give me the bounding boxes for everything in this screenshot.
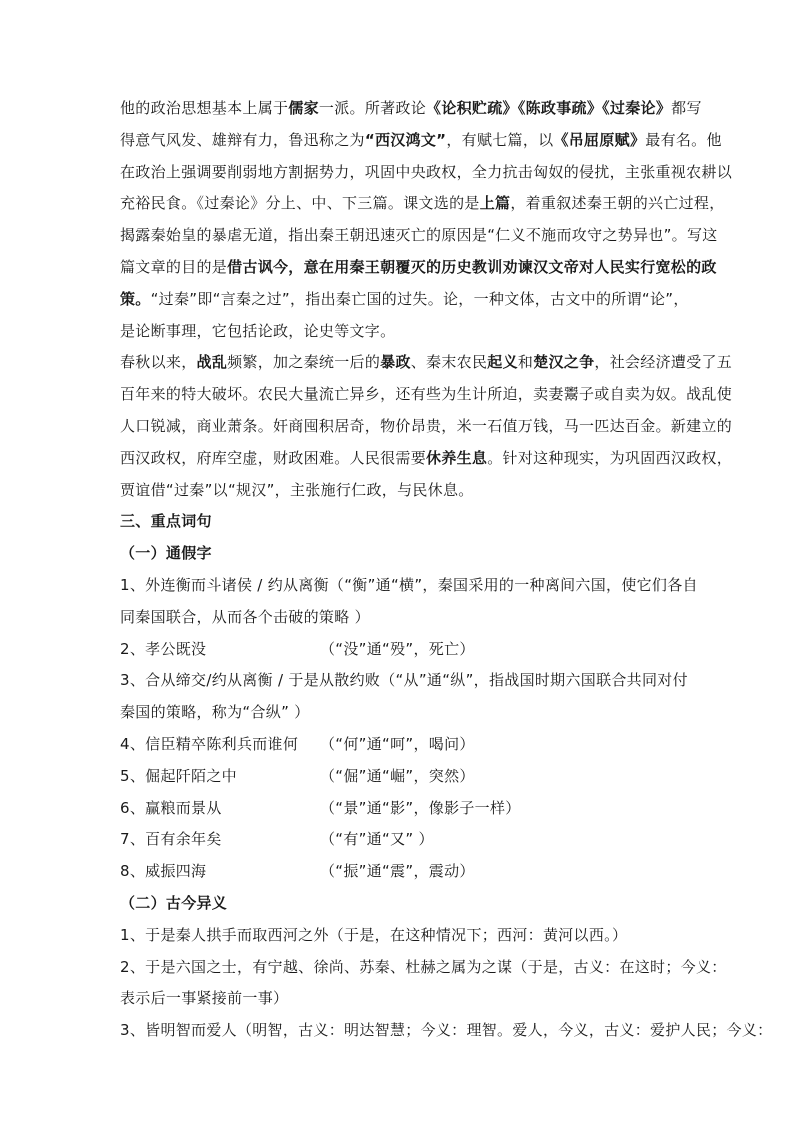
tongjia-item [120,766,680,786]
tongjia-phrase: 6、赢粮而景从 [120,799,222,817]
paragraph-author-line [120,130,722,150]
paragraph-background-line [120,384,732,404]
tongjia-phrase: 2、孝公既没 [120,640,207,658]
subsection-heading-tongjiazi: （一）通假字 [120,544,212,562]
gujin-item-line: 1、于是秦人拱手而取西河之外（于是，在这种情况下；西河：黄河以西。） [120,926,628,944]
text-run: 篇文章的目的是 [120,258,228,276]
tongjia-item-line: 1、外连衡而斗诸侯 / 约从离衡（“衡”通“横”，秦国采用的一种离间六国，使它们各自 [120,576,698,594]
paragraph-author-line [120,321,395,341]
subsection-heading-gujin: （二）古今异义 [120,894,228,912]
text-run: ，有赋七篇，以 [446,131,554,149]
tongjia-item [120,829,680,849]
tongjia-note: （“振”通“震”，震动） [320,862,475,880]
section-heading: 三、重点词句 [120,512,212,530]
tongjia-item [120,734,680,754]
paragraph-background-line [120,448,732,468]
paragraph-author-line [120,162,732,182]
paragraph-background-line [120,480,474,500]
bold-emphasis: 《吊屈原赋》 [553,131,646,149]
text-run: 得意气风发、雄辩有力，鲁迅称之为 [120,131,365,149]
bold-emphasis: 起义 [487,353,518,371]
text-run: 揭露秦始皇的暴虐无道，指出秦王朝迅速灭亡的原因是“仁义不施而攻守之势异也”。写这 [120,226,718,244]
text-run: 春秋以来， [120,353,197,371]
tongjia-item-line: 秦国的策略，称为“合纵” ） [120,703,310,721]
tongjia-phrase: 5、倔起阡陌之中 [120,767,237,785]
text-run: 人口锐减，商业萧条。奸商囤积居奇，物价昂贵，米一石值万钱，马一匹达百金。新建立的 [120,417,733,435]
gujin-item-line: 3、皆明智而爱人（明智，古义：明达智慧；今义：理智。爱人，今义，古义：爱护人民；今义： [120,1021,773,1039]
bold-emphasis: 《论积贮疏》《陈政事疏》《过秦论》 [426,99,672,117]
tongjia-item [120,798,680,818]
tongjia-note: （“何”通“呵”，喝问） [320,735,475,753]
text-run: 一派。所著政论 [318,99,427,117]
bold-emphasis: 儒家 [288,99,319,117]
tongjia-note: （“倔”通“崛”，突然） [320,767,475,785]
text-run: 百年来的特大破坏。农民大量流亡异乡，还有些为生计所迫，卖妻鬻子或自卖为奴。战乱使 [120,385,733,403]
paragraph-author-line [120,289,689,309]
tongjia-item-line: 同秦国联合，从而各个击破的策略 ） [120,608,370,626]
text-run: 西汉政权，府库空虚，财政困难。人民很需要 [120,449,427,467]
paragraph-background-line [120,352,732,372]
text-run: 都写 [671,99,702,117]
text-run: 。针对这种现实，为巩固西汉政权， [487,449,733,467]
text-run: 他的政治思想基本上属于 [120,99,289,117]
gujin-item-line: 2、于是六国之士，有宁越、徐尚、苏秦、杜赫之属为之谋（于是，古义：在这时；今义： [120,958,727,976]
text-run: “过秦”即“言秦之过”，指出秦亡国的过失。论，一种文体，古文中的所谓“论”， [150,290,689,308]
text-run: 最有名。他 [645,131,722,149]
bold-emphasis: 借古讽今，意在用秦王朝覆灭的历史教训劝谏汉文帝对人民实行宽松的政 [227,258,717,276]
paragraph-author-line [120,98,702,118]
text-run: 、秦末农民 [410,353,488,371]
tongjia-item-line: 3、合从缔交/约从离衡 / 于是从散约败（“从”通“纵”，指战国时期六国联合共同对付 [120,671,688,689]
tongjia-note: （“没”通“殁”，死亡） [320,640,475,658]
tongjia-phrase: 4、信臣精卒陈利兵而谁何 [120,735,299,753]
bold-emphasis: 休养生息 [426,449,488,467]
tongjia-item [120,861,680,881]
text-run: 和 [517,353,534,371]
text-run: 贾谊借“过秦”以“规汉”，主张施行仁政，与民休息。 [120,481,474,499]
text-run: ，社会经济遭受了五 [594,353,733,371]
bold-emphasis: 上篇 [479,194,511,212]
bold-emphasis: 楚汉之争 [533,353,595,371]
paragraph-author-line [120,225,718,245]
bold-emphasis: 战乱 [196,353,228,371]
paragraph-background-line [120,416,732,436]
text-run: 频繁，加之秦统一后的 [227,353,381,371]
paragraph-author-line [120,193,725,213]
text-run: 在政治上强调要削弱地方割据势力，巩固中央政权，全力抗击匈奴的侵扰，主张重视农耕以 [120,163,733,181]
text-run: 充裕民食。《过秦论》分上、中、下三篇。课文选的是 [120,194,480,212]
text-run: ，着重叙述秦王朝的兴亡过程， [510,194,725,212]
gujin-item-line: 表示后一事紧接前一事） [120,989,289,1007]
text-run: 是论断事理，它包括论政，论史等文字。 [120,322,396,340]
bold-emphasis: 策。 [120,290,151,308]
tongjia-note: （“景”通“影”，像影子一样） [320,799,521,817]
tongjia-phrase: 8、威振四海 [120,862,207,880]
tongjia-note: （“有”通“又” ） [320,830,434,848]
paragraph-author-line [120,257,717,277]
tongjia-item [120,639,680,659]
bold-emphasis: “西汉鸿文” [364,131,447,149]
tongjia-phrase: 7、百有余年矣 [120,830,222,848]
bold-emphasis: 暴政 [380,353,411,371]
